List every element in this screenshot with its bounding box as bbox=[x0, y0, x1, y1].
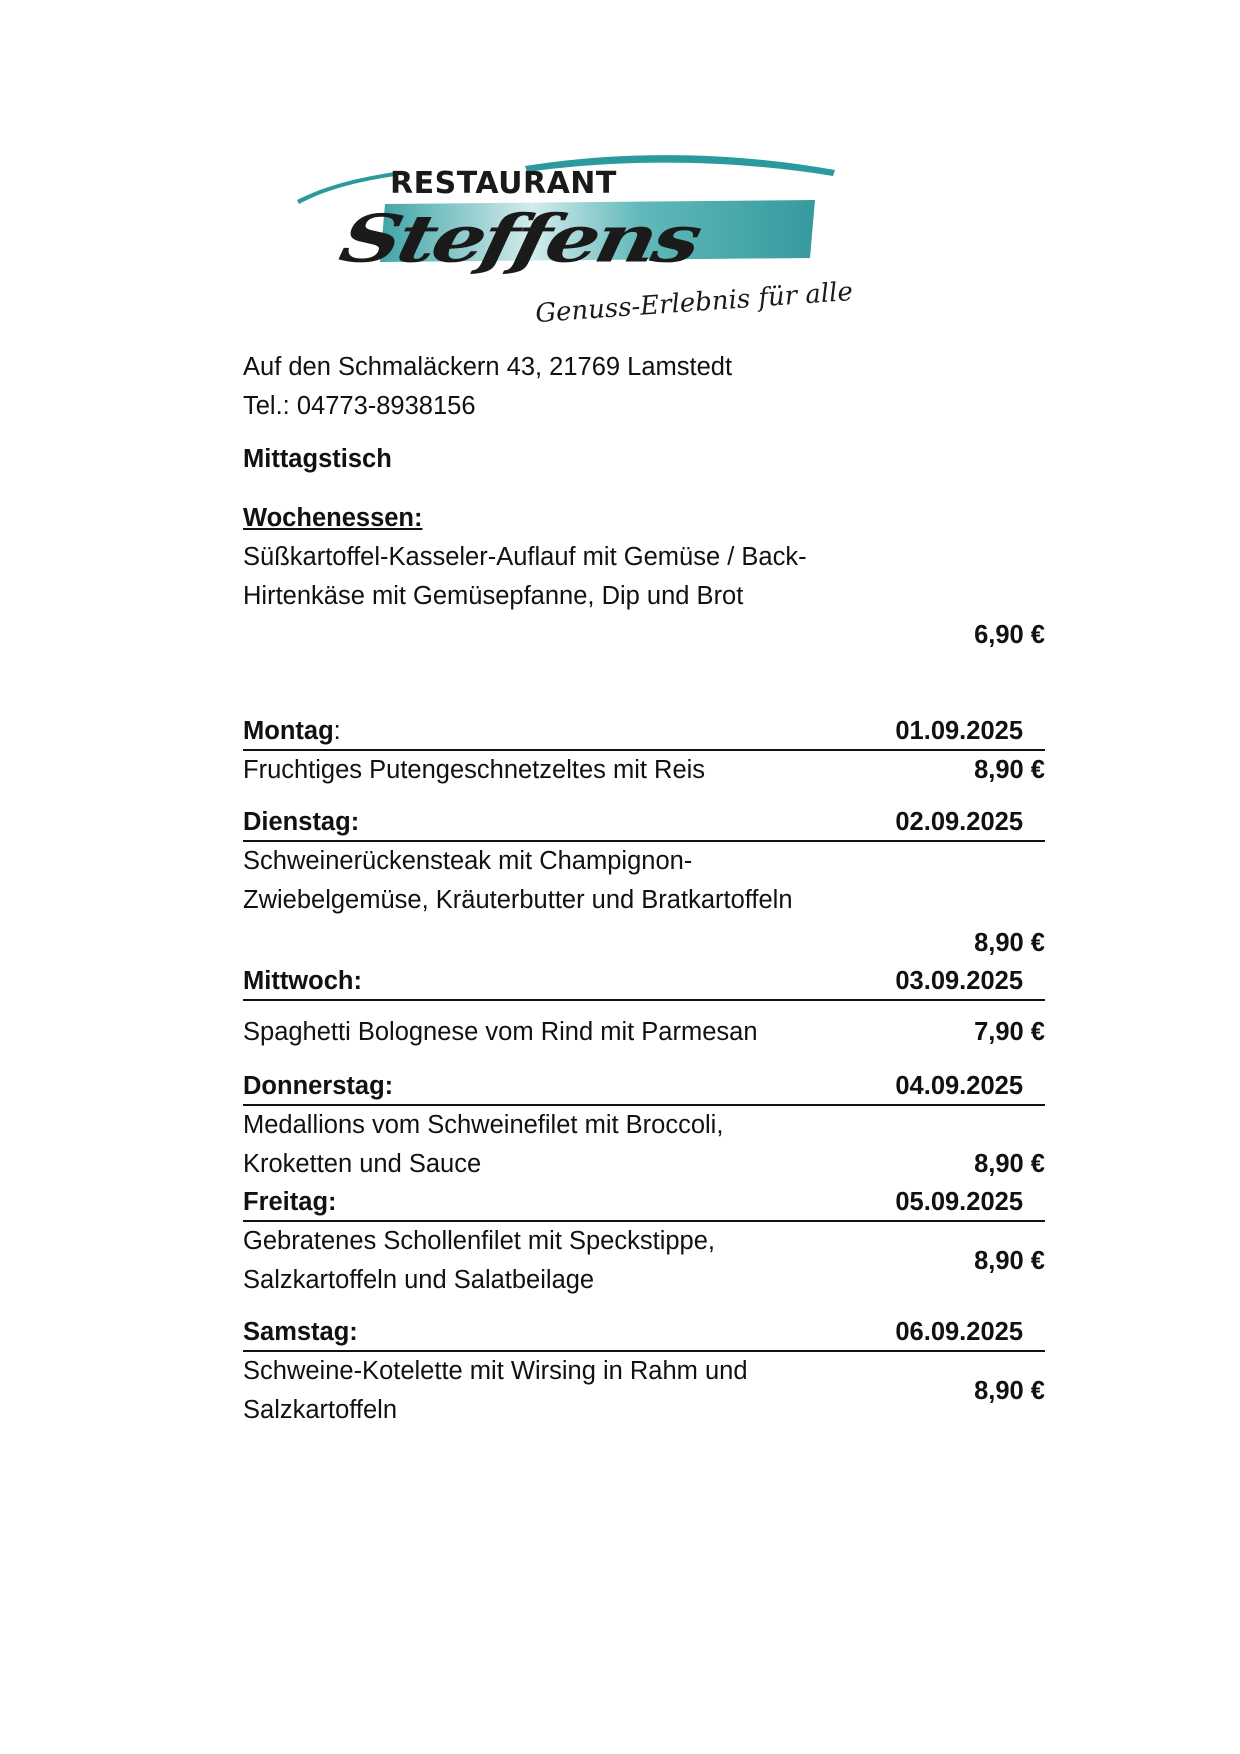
weekly-description-line: Hirtenkäse mit Gemüsepfanne, Dip und Brot bbox=[243, 582, 744, 610]
day-description: Schweine-Kotelette mit Wirsing in Rahm und Salzkartoffeln bbox=[243, 1357, 748, 1424]
day-price: 8,90 € bbox=[974, 1246, 1045, 1275]
restaurant-logo bbox=[295, 148, 855, 338]
day-price: 7,90 € bbox=[974, 1018, 1045, 1046]
day-header bbox=[243, 713, 1045, 751]
day-date: 01.09.2025 bbox=[895, 717, 1023, 745]
day-saturday bbox=[243, 1314, 1045, 1430]
day-description: Schweinerückensteak mit Champignon- Zwiebelgemüse, Kräuterbutter und Bratkartoffeln bbox=[243, 847, 793, 914]
day-header bbox=[243, 804, 1045, 842]
day-price: 8,90 € bbox=[974, 756, 1045, 784]
menu-content bbox=[243, 348, 1045, 1430]
day-thursday bbox=[243, 1068, 1045, 1184]
day-date: 05.09.2025 bbox=[895, 1188, 1023, 1216]
weekly-special bbox=[243, 499, 1045, 655]
day-description: Fruchtiges Putengeschnetzeltes mit Reis bbox=[243, 756, 706, 784]
day-description: Gebratenes Schollenfilet mit Speckstippe, Salzkartoffeln und Salatbeilage bbox=[243, 1227, 715, 1294]
day-name: Montag: bbox=[243, 717, 341, 745]
day-name: Donnerstag: bbox=[243, 1072, 394, 1100]
weekly-title: Wochenessen: bbox=[243, 504, 423, 532]
day-price: 8,90 € bbox=[974, 1150, 1045, 1178]
phone: Tel.: 04773-8938156 bbox=[243, 392, 476, 420]
day-header bbox=[243, 963, 1045, 1001]
day-name: Freitag: bbox=[243, 1188, 337, 1216]
day-date: 06.09.2025 bbox=[895, 1318, 1023, 1346]
weekly-description-line: Süßkartoffel-Kasseler-Auflauf mit Gemüse / Back- bbox=[243, 543, 807, 571]
day-date: 04.09.2025 bbox=[895, 1072, 1023, 1100]
day-body bbox=[243, 1001, 1045, 1052]
logo-steffens-word: Steffens bbox=[333, 200, 705, 278]
day-price: 8,90 € bbox=[974, 1376, 1045, 1405]
address: Auf den Schmaläckern 43, 21769 Lamstedt bbox=[243, 353, 733, 381]
day-body bbox=[243, 1106, 1045, 1184]
day-name: Mittwoch: bbox=[243, 967, 362, 995]
weekly-price: 6,90 € bbox=[974, 621, 1045, 649]
day-date: 03.09.2025 bbox=[895, 967, 1023, 995]
logo-restaurant-word: RESTAURANT bbox=[390, 166, 617, 201]
day-header bbox=[243, 1184, 1045, 1222]
day-date: 02.09.2025 bbox=[895, 808, 1023, 836]
day-description: Medallions vom Schweinefilet mit Broccoli, Kroketten und Sauce bbox=[243, 1111, 724, 1178]
day-name: Samstag: bbox=[243, 1318, 358, 1346]
day-body bbox=[243, 1352, 1045, 1430]
day-description: Spaghetti Bolognese vom Rind mit Parmesan bbox=[243, 1018, 758, 1046]
day-tuesday bbox=[243, 804, 1045, 963]
day-header bbox=[243, 1314, 1045, 1352]
logo-tagline: Genuss-Erlebnis für alle bbox=[534, 276, 854, 330]
contact-block bbox=[243, 348, 1045, 426]
day-price: 8,90 € bbox=[974, 929, 1045, 957]
day-friday bbox=[243, 1184, 1045, 1300]
day-name: Dienstag: bbox=[243, 808, 360, 836]
day-body bbox=[243, 751, 1045, 790]
section-title: Mittagstisch bbox=[243, 445, 392, 473]
day-body bbox=[243, 1222, 1045, 1300]
day-monday bbox=[243, 713, 1045, 790]
day-header bbox=[243, 1068, 1045, 1106]
day-wednesday bbox=[243, 963, 1045, 1052]
